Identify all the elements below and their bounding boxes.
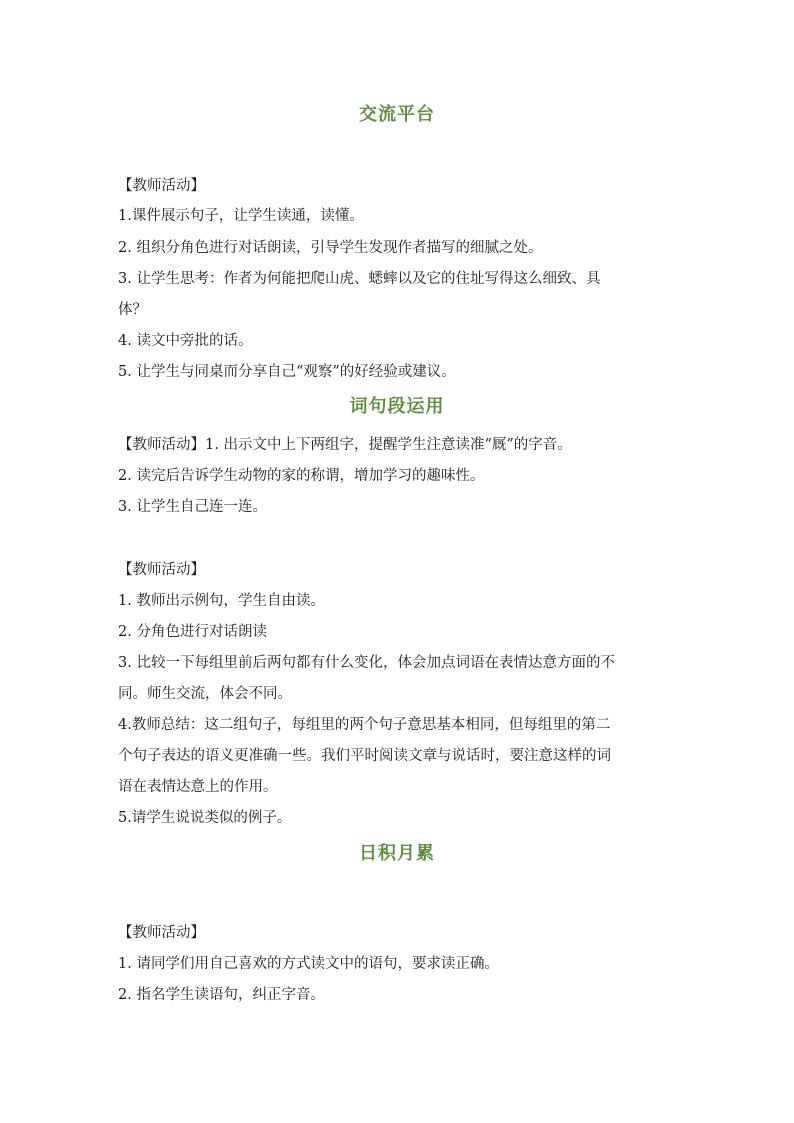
paragraph-line: 1. 请同学们用自己喜欢的方式读文中的语句，要求读正确。 (118, 956, 499, 972)
paragraph-line: 个句子表达的语义更准确一些。我们平时阅读文章与说话时，要注意这样的词 (118, 748, 611, 764)
teacher-activity-label: 【教师活动】 (118, 925, 205, 941)
paragraph-line: 同。师生交流，体会不同。 (118, 686, 292, 702)
paragraph-line: 体？ (118, 302, 147, 318)
paragraph-line: 5.请学生说说类似的例子。 (118, 810, 292, 826)
paragraph-line: 2. 组织分角色进行对话朗读，引导学生发现作者描写的细腻之处。 (118, 240, 543, 256)
paragraph-line: 3. 比较一下每组里前后两句都有什么变化，体会加点词语在表情达意方面的不 (118, 655, 615, 671)
paragraph-line: 2. 读完后告诉学生动物的家的称谓，增加学习的趣味性。 (118, 468, 485, 484)
paragraph-line: 语在表情达意上的作用。 (118, 779, 278, 795)
teacher-activity-label: 【教师活动】 (118, 562, 205, 578)
paragraph-line: 4.教师总结：这二组句子，每组里的两个句子意思基本相同，但每组里的第二 (118, 717, 611, 733)
section-title-daily-accumulation: 日积月累 (359, 843, 435, 864)
paragraph-line: 2. 指名学生读语句，纠正字音。 (118, 987, 325, 1003)
section-title-word-sentence-use: 词句段运用 (349, 396, 445, 417)
teacher-activity-label: 【教师活动】 (118, 178, 205, 194)
paragraph-line: 3. 让学生自己连一连。 (118, 499, 267, 515)
paragraph-line: 2. 分角色进行对话朗读 (118, 624, 267, 640)
paragraph-line: 3. 让学生思考：作者为何能把爬山虎、蟋蟀以及它的住址写得这么细致、具 (118, 271, 601, 287)
paragraph-line: 【教师活动】1. 出示文中上下两组字，提醒学生注意读准“厩”的字音。 (118, 437, 572, 453)
section-title-exchange-platform: 交流平台 (359, 104, 435, 125)
paragraph-line: 1. 教师出示例句，学生自由读。 (118, 593, 325, 609)
paragraph-line: 5. 让学生与同桌而分享自己“观察”的好经验或建议。 (118, 364, 456, 380)
paragraph-line: 4. 读文中旁批的话。 (118, 333, 253, 349)
paragraph-line: 1.课件展示句子，让学生读通，读懂。 (118, 208, 364, 224)
